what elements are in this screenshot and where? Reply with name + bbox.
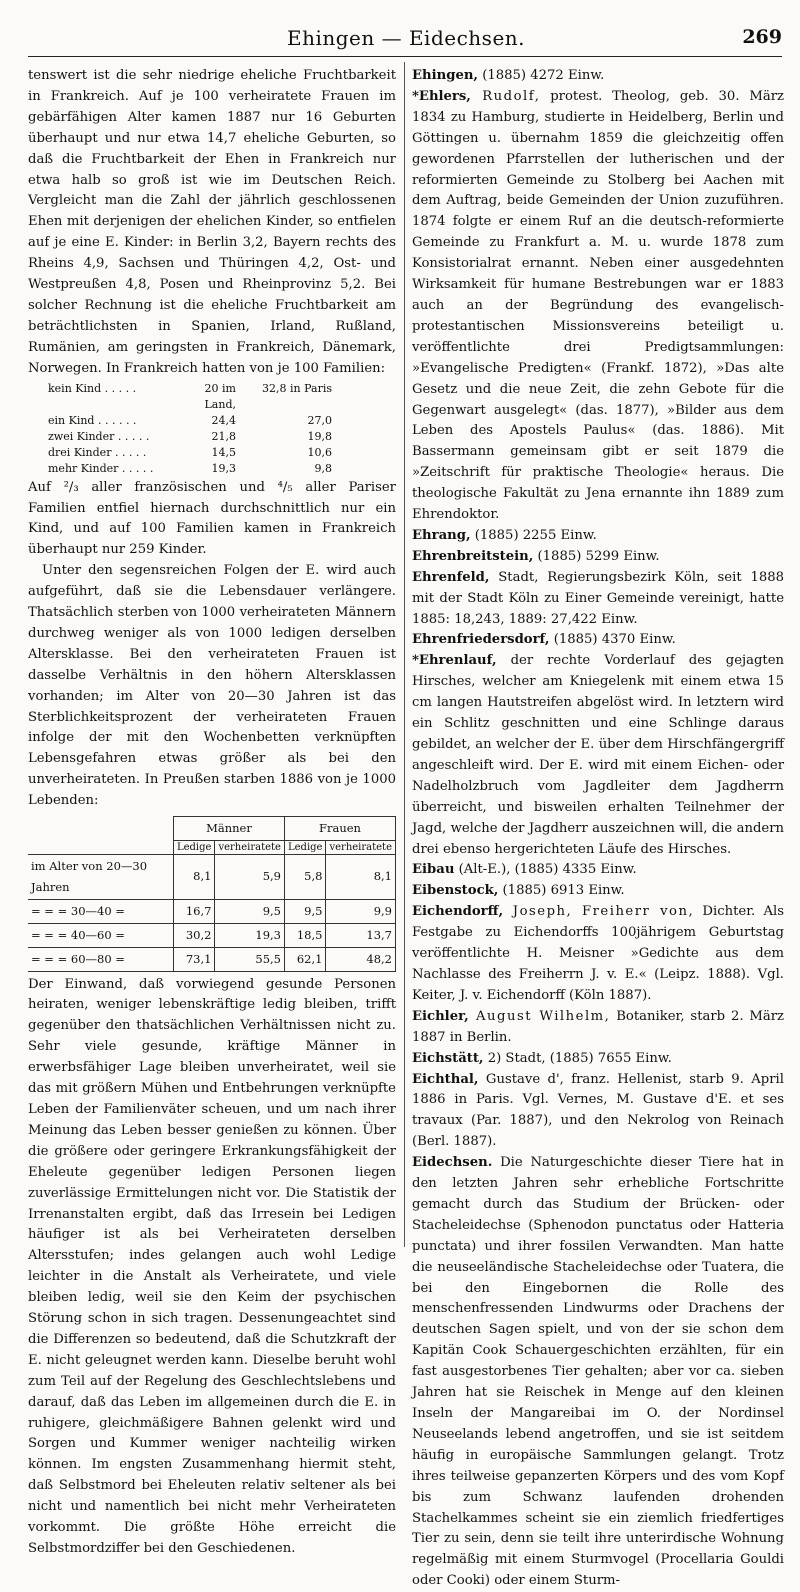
entry-ehlers: *Ehlers, Rudolf, protest. Theolog, geb. 30. März 1834 zu Hamburg, studierte in Heidelberg, Berlin und Göttingen u. übernahm 1859 die gleichzeitig offen gewordenen Pfarrstellen der lutherischen und der reformierten Gemeinde zu Stolberg bei Aachen mit dem Auftrag, beide Gemeinden der Union zuzuführen. 1874 folgte er einem Ruf an die deutsch-reformierte Gemeinde zu Frankfurt a. M. u. wurde 1878 zum Konsistorialrat ernannt. Neben einer ausgedehnten Wirksamkeit für humane Bestrebungen war er 1883 auch an der Begründung des evangelisch-protestantischen Missionsvereins beteiligt u. veröffentlichte drei Predigtsammlungen: »Evangelische Predigten« (Frankf. 1872), »Das alte Gesetz und die neue Zeit, die zehn Gebote für die Gegenwart ausgelegt« (das. 1877), »Bilder aus dem Leben des Apostels Paulus« (das. 1886). Mit Bassermann gemeinsam gibt er seit 1879 die »Zeitschrift für praktische Theologie« heraus. Die theologische Fakultät zu Jena ernannte ihn 1889 zum Ehrendoktor. <box>412 88 784 523</box>
entry-eichstaett: Eichstätt, 2) Stadt, (1885) 7655 Einw. <box>412 1050 672 1066</box>
entry-eichler: Eichler, August Wilhelm, Botaniker, starb 2. März 1887 in Berlin. <box>412 1008 784 1045</box>
mortality-table <box>28 816 396 971</box>
headword: *Ehlers, <box>412 88 471 104</box>
headword: Ehrenfriedersdorf, <box>412 632 550 648</box>
headword: Ehrang, <box>412 527 471 543</box>
table-row: = = = 30—40 = 16,7 9,5 9,5 9,9 <box>28 899 396 923</box>
headword: Ehingen, <box>412 68 479 83</box>
entry-ehingen: Ehingen, (1885) 4272 Einw. <box>412 68 605 83</box>
headword: Eichthal, <box>412 1071 479 1087</box>
table-row: = = = 60—80 = 73,1 55,5 62,1 48,2 <box>28 947 396 971</box>
headword: Eichstätt, <box>412 1050 484 1066</box>
headword: Eidechsen. <box>412 1155 493 1171</box>
paragraph-families: Auf ²/₃ aller französischen und ⁴/₅ aller Pariser Familien entfiel hiernach durchschnittlich nur ein Kind, und auf 100 Familien kamen in Frankreich überhaupt nur 259 Kinder. <box>28 479 396 558</box>
header-men: Männer <box>173 817 284 841</box>
column-divider <box>404 62 405 1247</box>
entry-ehrenbreitstein: Ehrenbreitstein, (1885) 5299 Einw. <box>412 548 660 564</box>
col-ledige: Ledige <box>173 841 214 855</box>
table-row: mehr Kinder . . . . . 19,3 9,8 <box>48 461 332 475</box>
family-children-table <box>48 381 396 477</box>
right-column <box>412 66 784 1592</box>
entry-eidechsen: Eidechsen. Die Naturgeschichte dieser Tiere hat in den letzten Jahren sehr erhebliche Fortschritte gemacht durch das Studium der Brücken- oder Stacheleidechse (Sphenodon punctatus oder Hatteria punctata) und ihrer fossilen Verwandten. Man hatte die neuseeländische Stacheleidechse oder Tuatera, die bei den Eingebornen die Rolle des menschenfressenden Lindwurms oder Drachens der deutschen Sagen spielt, und von der sie schon dem Kapitän Cook Schauergeschichten erzählten, für ein fast ausgestorbenes Tier gehalten; aber vor ca. sieben Jahren hat sie Reischek in Menge auf den kleinen Inseln der Mangareibai im O. der Nordinsel Neuseelands lebend angetroffen, und sie ist seitdem häufig in europäische Sammlungen gelangt. Trotz ihres teilweise gepanzerten Körpers und des vom Kopf bis zum Schwanz laufenden drohenden Stachelkammes scheint sie ein ziemlich friedfertiges Tier zu sein, denn sie teilt ihre unterirdische Wohnung regelmäßig mit einem Sturmvogel (Procellaria Gouldi oder Cooki) oder einem Sturm- <box>412 1155 784 1589</box>
table-row: = = = 40—60 = 30,2 19,3 18,5 13,7 <box>28 923 396 947</box>
col-verheiratete: verheiratete <box>326 841 396 855</box>
table-row: ein Kind . . . . . . 24,4 27,0 <box>48 413 332 427</box>
paragraph-fertility: tenswert ist die sehr niedrige eheliche Fruchtbarkeit in Frankreich. Auf je 100 verheiratete Frauen im gebärfähigen Alter kamen 1887 nur 16 Geburten überhaupt und nur etwa 14,7 eheliche Geburten, so daß die Fruchtbarkeit der Ehen in Frankreich nur etwa halb so groß ist wie im Deutschen Reich. Vergleicht man die Zahl der jährlich geschlossenen Ehen mit derjenigen der ehelichen Kinder, so entfielen auf je eine E. Kinder: in Berlin 3,2, Bayern rechts des Rheins 4,9, Sachsen und Thüringen 4,2, Ost- und Westpreußen 4,8, Posen und Rheinprovinz 5,2. Bei solcher Rechnung ist die eheliche Fruchtbarkeit am beträchtlichsten in Spanien, Irland, Rußland, Rumänien, am geringsten in Frankreich, Dänemark, Norwegen. In Frankreich hatten von je 100 Familien: <box>28 68 396 376</box>
entry-eibenstock: Eibenstock, (1885) 6913 Einw. <box>412 883 625 899</box>
entry-ehrenfeld: Ehrenfeld, Stadt, Regierungsbezirk Köln, seit 1888 mit der Stadt Köln zu Einer Gemeinde vereinigt, hatte 1885: 18,243, 1889: 27,422 Einw. <box>412 569 784 627</box>
table-row: drei Kinder . . . . . 14,5 10,6 <box>48 445 332 459</box>
entry-eichendorff: Eichendorff, Joseph, Freiherr von, Dichter. Als Festgabe zu Eichendorffs 100jährigem Geburtstag veröffentlichte H. Meisner »Gedichte aus dem Nachlasse des Freiherrn J. v. E.« (Leipz. 1888). Vgl. Keiter, J. v. Eichendorff (Köln 1887). <box>412 904 784 1003</box>
running-title: Ehingen — Eidechsen. <box>286 26 526 50</box>
entry-ehrang: Ehrang, (1885) 2255 Einw. <box>412 527 597 543</box>
col-verheiratete: verheiratete <box>215 841 285 855</box>
headword: Eibenstock, <box>412 883 499 899</box>
page-number: 269 <box>742 26 782 48</box>
headword: *Ehrenlauf, <box>412 653 497 669</box>
headword: Eibau <box>412 862 455 878</box>
paragraph-objection: Der Einwand, daß vorwiegend gesunde Personen heiraten, weniger lebenskräftige ledig bleiben, trifft gegenüber den thatsächlichen Verhältnissen nicht zu. Sehr viele gesunde, kräftige Männer in erwerbsfähiger Lage bleiben unverheiratet, weil sie das mit größern Mühen und Entbehrungen verknüpfte Leben der Familienväter scheuen, und um nach ihrer Meinung das Leben besser genießen zu können. Über die größere oder geringere Erkrankungsfähigkeit der Eheleute gegenüber ledigen Personen liegen zuverlässige Ermittelungen nicht vor. Die Statistik der Irrenanstalten ergibt, daß das Irresein bei Ledigen häufiger ist als bei Verheirateten derselben Altersstufen; indes gelangen auch wohl Ledige leichter in die Anstalt als Verheiratete, und viele bleiben ledig, weil sie den Keim der psychischen Störung schon in sich tragen. Dessenungeachtet sind die Differenzen so bedeutend, daß die Schutzkraft der E. nicht geleugnet werden kann. Dieselbe beruht wohl zum Teil auf der Regelung des Geschlechtslebens und darauf, daß das Leben im allgemeinen durch die E. in ruhigere, gleichmäßigere Bahnen gelenkt wird und Sorgen und Kummer weniger nachteilig wirken können. Im engsten Zusammenhang hiermit steht, daß Selbstmord bei Eheleuten relativ seltener als bei nicht und namentlich bei nicht mehr Verheirateten vorkommt. Die größte Höhe erreicht die Selbstmordziffer bei den Geschiedenen. <box>28 976 396 1556</box>
page-header <box>30 18 782 52</box>
table-row: zwei Kinder . . . . . 21,8 19,8 <box>48 429 332 443</box>
table-row: kein Kind . . . . . 20 im Land, 32,8 in Paris <box>48 381 332 411</box>
entry-eibau: Eibau (Alt-E.), (1885) 4335 Einw. <box>412 862 637 878</box>
header-women: Frauen <box>284 817 395 841</box>
table-row: im Alter von 20—30 Jahren 8,1 5,9 5,8 8,1 <box>28 855 396 900</box>
col-ledige: Ledige <box>284 841 325 855</box>
entry-ehrenfriedersdorf: Ehrenfriedersdorf, (1885) 4370 Einw. <box>412 632 676 648</box>
paragraph-lifespan: Unter den segensreichen Folgen der E. wird auch aufgeführt, daß sie die Lebensdauer verlängere. Thatsächlich sterben von 1000 verheirateten Männern durchweg weniger als von 1000 ledigen derselben Altersklasse. Bei den verheirateten Frauen ist dasselbe Verhältnis in den höhern Altersklassen vorhanden; im Alter von 20—30 Jahren ist das Sterblichkeitsprozent der verheirateten Frauen infolge der mit den Wochenbetten verknüpften Lebensgefahren etwas größer als bei den unverheirateten. In Preußen starben 1886 von je 1000 Lebenden: <box>28 563 396 809</box>
header-rule <box>28 56 782 57</box>
headword: Ehrenfeld, <box>412 569 490 585</box>
headword: Ehrenbreitstein, <box>412 548 534 564</box>
left-column <box>28 66 396 1560</box>
entry-ehrenlauf: *Ehrenlauf, der rechte Vorderlauf des gejagten Hirsches, welcher am Kniegelenk mit einem etwa 15 cm langen Hautstreifen abgelöst wird. In letztern wird ein Schlitz geschnitten und eine Schlinge daraus gebildet, an welcher der E. über dem Hirschfängergriff angeschleift wird. Der E. wird mit einem Eichen- oder Nadelholzbruch vom Jagdleiter dem Jagdherrn überreicht, und bisweilen erhalten Teilnehmer der Jagd, welche der Jagdherr auszeichnen will, die andern drei ebenso hergerichteten Läufe des Hirsches. <box>412 653 784 857</box>
headword: Eichler, <box>412 1008 469 1024</box>
entry-eichthal: Eichthal, Gustave d', franz. Hellenist, starb 9. April 1886 in Paris. Vgl. Vernes, M. Gustave d'E. et ses travaux (Par. 1887), und den Nekrolog von Reinach (Berl. 1887). <box>412 1071 784 1150</box>
headword: Eichendorff, <box>412 904 504 920</box>
